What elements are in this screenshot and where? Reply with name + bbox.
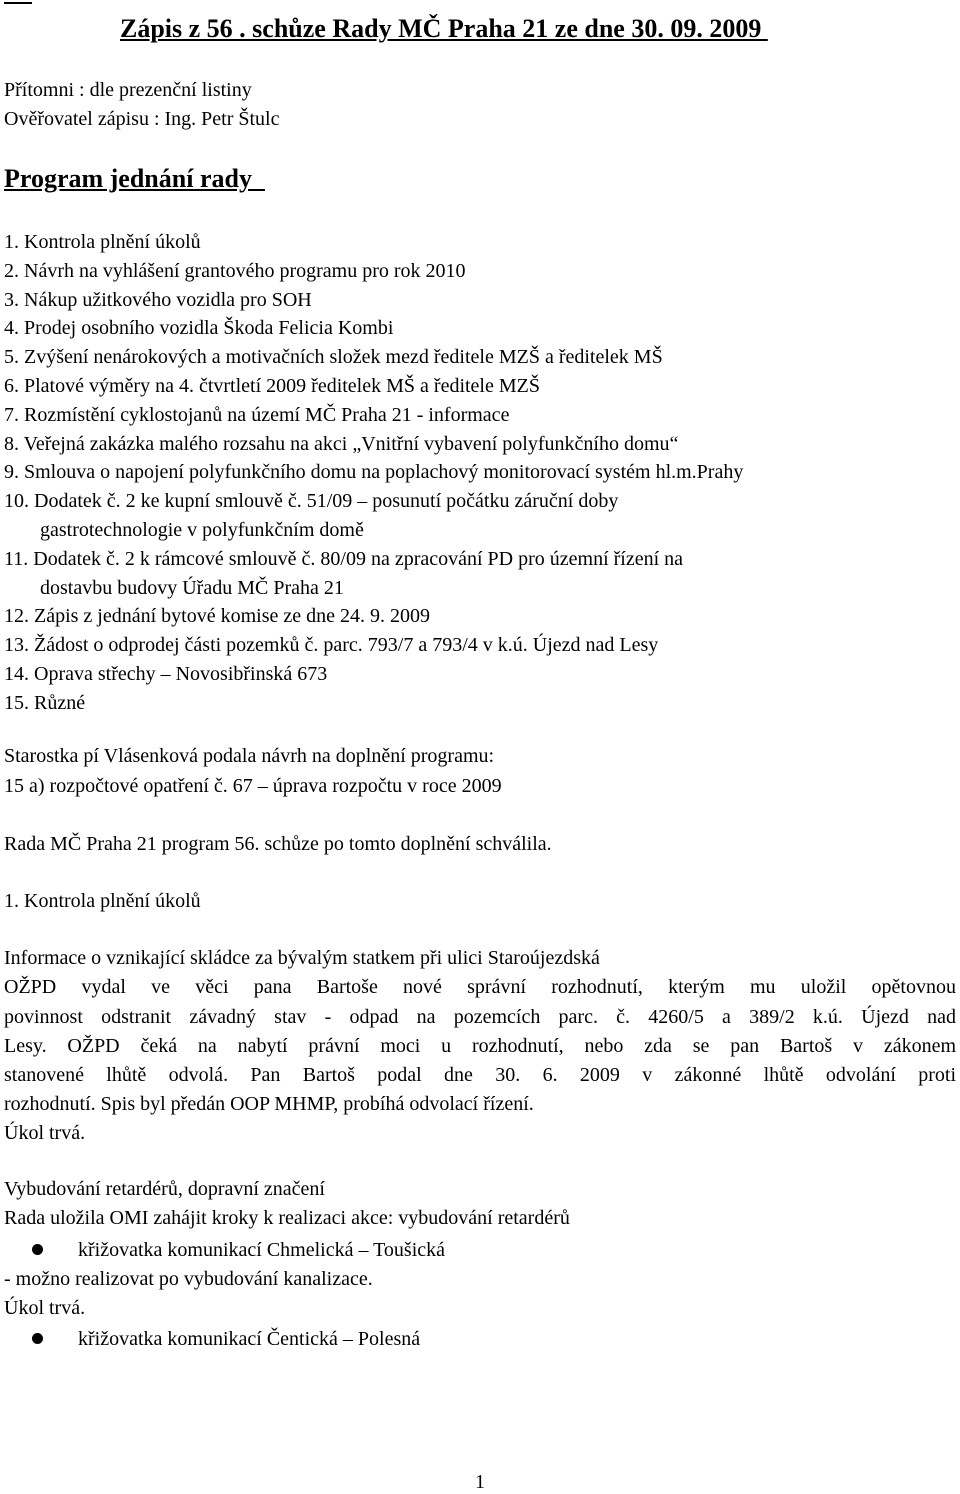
agenda-item: 3. Nákup užitkového vozidla pro SOH	[4, 289, 312, 311]
retarders-text: Rada uložila OMI zahájit kroky k realizaci akce: vybudování retardérů	[4, 1207, 570, 1229]
agenda-item: 11. Dodatek č. 2 k rámcové smlouvě č. 80/09 na zpracování PD pro územní řízení na	[4, 548, 684, 570]
bullet-text: křižovatka komunikací Chmelická – Toušická	[78, 1239, 446, 1261]
agenda-item: 12. Zápis z jednání bytové komise ze dne 24. 9. 2009	[4, 605, 431, 627]
verifier-line: Ověřovatel zápisu : Ing. Petr Štulc	[4, 108, 280, 130]
bullet-text: křižovatka komunikací Čentická – Polesná	[78, 1328, 421, 1350]
agenda-item: 13. Žádost o odprodej části pozemků č. parc. 793/7 a 793/4 v k.ú. Újezd nad Lesy	[4, 634, 659, 656]
retarders-heading: Vybudování retardérů, dopravní značení	[4, 1178, 325, 1200]
addition-item: 15 a) rozpočtové opatření č. 67 – úprava rozpočtu v roce 2009	[4, 775, 502, 797]
bullet-icon	[32, 1333, 43, 1344]
document-title: Zápis z 56 . schůze Rady MČ Praha 21 ze dne 30. 09. 2009	[120, 14, 768, 43]
agenda-item: 7. Rozmístění cyklostojanů na území MČ Praha 21 - informace	[4, 404, 510, 426]
paragraph-line: rozhodnutí. Spis byl předán OOP MHMP, probíhá odvolací řízení.	[4, 1093, 534, 1115]
section-heading: 1. Kontrola plnění úkolů	[4, 890, 201, 912]
agenda-item: 2. Návrh na vyhlášení grantového programu pro rok 2010	[4, 260, 466, 282]
paragraph-line: OŽPD vydal ve věci pana Bartoše nové správní rozhodnutí, kterým mu uložil opětovnou	[4, 976, 956, 998]
agenda-item: 8. Veřejná zakázka malého rozsahu na akci „Vnitřní vybavení polyfunkčního domu“	[4, 433, 679, 455]
paragraph-line: Lesy. OŽPD čeká na nabytí právní moci u rozhodnutí, nebo zda se pan Bartoš v zákonem	[4, 1035, 956, 1057]
agenda-item-continuation: dostavbu budovy Úřadu MČ Praha 21	[40, 577, 344, 599]
agenda-item: 1. Kontrola plnění úkolů	[4, 231, 201, 253]
agenda-item: 6. Platové výměry na 4. čtvrtletí 2009 ředitelek MŠ a ředitele MZŠ	[4, 375, 540, 397]
task-status: Úkol trvá.	[4, 1122, 86, 1144]
bullet-note: - možno realizovat po vybudování kanalizace.	[4, 1268, 373, 1290]
page-number: 1	[475, 1471, 485, 1493]
paragraph-line: stanovené lhůtě odvolá. Pan Bartoš podal dne 30. 6. 2009 v zákonné lhůtě odvolání proti	[4, 1064, 956, 1086]
addition-intro: Starostka pí Vlásenková podala návrh na doplnění programu:	[4, 745, 495, 767]
agenda-item: 15. Různé	[4, 692, 86, 714]
agenda-item: 10. Dodatek č. 2 ke kupní smlouvě č. 51/09 – posunutí počátku záruční doby	[4, 490, 619, 512]
bullet-icon	[32, 1244, 43, 1255]
approval-line: Rada MČ Praha 21 program 56. schůze po tomto doplnění schválila.	[4, 833, 552, 855]
attendance-line: Přítomni : dle prezenční listiny	[4, 79, 252, 101]
agenda-item: 4. Prodej osobního vozidla Škoda Felicia Kombi	[4, 317, 394, 339]
task-status: Úkol trvá.	[4, 1297, 86, 1319]
info-heading: Informace o vznikající skládce za bývalým statkem při ulici Staroújezdská	[4, 947, 600, 969]
agenda-item: 5. Zvýšení nenárokových a motivačních složek mezd ředitele MZŠ a ředitelek MŠ	[4, 346, 663, 368]
paragraph-line: povinnost odstranit závadný stav - odpad na pozemcích parc. č. 4260/5 a 389/2 k.ú. Újezd nad	[4, 1006, 956, 1028]
agenda-item-continuation: gastrotechnologie v polyfunkčním domě	[40, 519, 364, 541]
program-heading: Program jednání rady	[4, 164, 265, 193]
agenda-item: 14. Oprava střechy – Novosibřinská 673	[4, 663, 328, 685]
corner-mark	[4, 2, 32, 4]
agenda-item: 9. Smlouva o napojení polyfunkčního domu na poplachový monitorovací systém hl.m.Prahy	[4, 461, 744, 483]
